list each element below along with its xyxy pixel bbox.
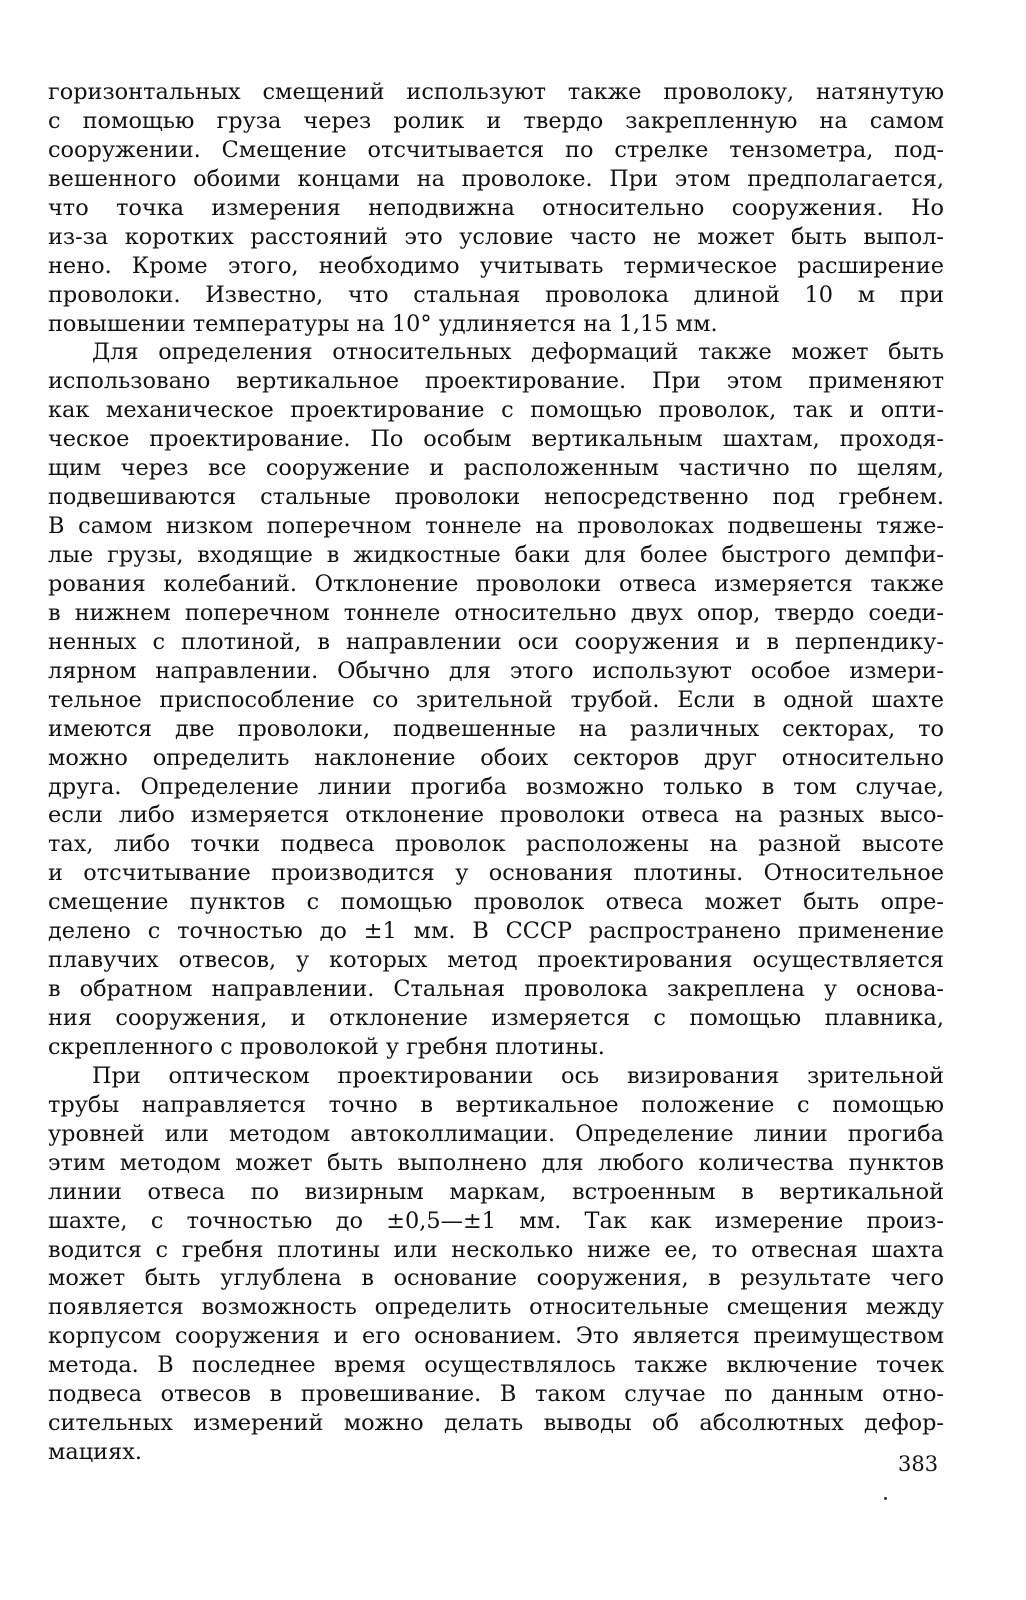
text-line: этим методом может быть выполнено для любого количества пунктов bbox=[48, 1149, 944, 1176]
text-line: В самом низком поперечном тоннеле на проволоках подвешены тяже- bbox=[48, 513, 944, 540]
text-line: плавучих отвесов, у которых метод проектирования осуществляется bbox=[48, 947, 944, 974]
text-line: подвеса отвесов в провешивание. В таком случае по данным отно- bbox=[48, 1381, 944, 1408]
text-line: в нижнем поперечном тоннеле относительно двух опор, твердо соеди- bbox=[48, 599, 944, 626]
text-line: делено с точностью до ±1 мм. В СССР распространено применение bbox=[48, 918, 944, 945]
text-line: лярном направлении. Обычно для этого используют особое измери- bbox=[48, 657, 944, 684]
text-line: линии отвеса по визирным маркам, встроенным в вертикальной bbox=[48, 1178, 944, 1205]
text-line: лые грузы, входящие в жидкостные баки для более быстрого демпфи- bbox=[48, 542, 944, 568]
text-line: Для определения относительных деформаций также может быть bbox=[92, 339, 944, 366]
text-line: ческое проектирование. По особым вертикальным шахтам, проходя- bbox=[48, 426, 944, 453]
text-line: сительных измерений можно делать выводы об абсолютных дефор- bbox=[48, 1410, 944, 1437]
text-line: корпусом сооружения и его основанием. Это является преимуществом bbox=[48, 1323, 944, 1350]
text-line: ненных с плотиной, в направлении оси сооружения и в перпендику- bbox=[48, 628, 944, 655]
text-line: имеются две проволоки, подвешенные на различных секторах, то bbox=[48, 715, 944, 742]
text-line: мациях. bbox=[48, 1439, 142, 1466]
text-line: скрепленного с проволокой у гребня плотины. bbox=[48, 1033, 605, 1060]
text-line: повышении температуры на 10° удлиняется на 1,15 мм. bbox=[48, 310, 718, 337]
text-line: проволоки. Известно, что стальная проволока длиной 10 м при bbox=[48, 281, 944, 308]
text-line: сооружении. Смещение отсчитывается по стрелке тензометра, под- bbox=[48, 136, 944, 163]
page-dot bbox=[884, 1497, 887, 1500]
text-line: тах, либо точки подвеса проволок расположены на разной высоте bbox=[48, 831, 944, 858]
text-line: уровней или методом автоколлимации. Определение линии прогиба bbox=[48, 1120, 944, 1147]
paragraph-1 bbox=[48, 78, 944, 338]
text-line: смещение пунктов с помощью проволок отвеса может быть опре- bbox=[48, 889, 944, 916]
text-line: ния сооружения, и отклонение измеряется с помощью плавника, bbox=[48, 1005, 944, 1031]
text-line: рования колебаний. Отклонение проволоки отвеса измеряется также bbox=[48, 570, 944, 597]
text-line: друга. Определение линии прогиба возможно только в том случае, bbox=[48, 773, 944, 800]
text-line: из-за коротких расстояний это условие часто не может быть выпол- bbox=[48, 223, 944, 250]
text-line: тельное приспособление со зрительной трубой. Если в одной шахте bbox=[48, 686, 944, 713]
text-line: водится с гребня плотины или несколько ниже ее, то отвесная шахта bbox=[48, 1236, 944, 1263]
text-line: горизонтальных смещений используют также проволоку, натянутую bbox=[48, 79, 944, 105]
text-line: может быть углублена в основание сооружения, в результате чего bbox=[48, 1265, 944, 1292]
page-body bbox=[48, 78, 944, 1467]
text-line: появляется возможность определить относительные смещения между bbox=[48, 1294, 944, 1321]
text-line: При оптическом проектировании ось визирования зрительной bbox=[92, 1062, 944, 1089]
text-line: и отсчитывание производится у основания плотины. Относительное bbox=[48, 860, 944, 887]
text-line: что точка измерения неподвижна относительно сооружения. Но bbox=[48, 194, 944, 221]
paragraph-2 bbox=[48, 338, 944, 1061]
page-number: 383 bbox=[898, 1452, 939, 1476]
text-line: подвешиваются стальные проволоки непосредственно под гребнем. bbox=[48, 484, 944, 511]
text-line: использовано вертикальное проектирование. При этом применяют bbox=[48, 368, 944, 395]
text-line: в обратном направлении. Стальная проволока закреплена у основа- bbox=[48, 976, 944, 1003]
text-line: как механическое проектирование с помощью проволок, так и опти- bbox=[48, 397, 944, 424]
text-line: нено. Кроме этого, необходимо учитывать термическое расширение bbox=[48, 252, 944, 279]
text-line: метода. В последнее время осуществлялось также включение точек bbox=[48, 1352, 944, 1379]
text-line: щим через все сооружение и расположенным частично по щелям, bbox=[48, 455, 944, 482]
text-line: можно определить наклонение обоих секторов друг относительно bbox=[48, 744, 944, 771]
text-line: трубы направляется точно в вертикальное положение с помощью bbox=[48, 1091, 944, 1118]
text-line: с помощью груза через ролик и твердо закрепленную на самом bbox=[48, 107, 944, 134]
text-line: вешенного обоими концами на проволоке. При этом предполагается, bbox=[48, 165, 944, 192]
text-line: если либо измеряется отклонение проволоки отвеса на разных высо- bbox=[48, 802, 944, 829]
paragraph-3 bbox=[48, 1062, 944, 1467]
text-line: шахте, с точностью до ±0,5—±1 мм. Так как измерение произ- bbox=[48, 1207, 944, 1234]
